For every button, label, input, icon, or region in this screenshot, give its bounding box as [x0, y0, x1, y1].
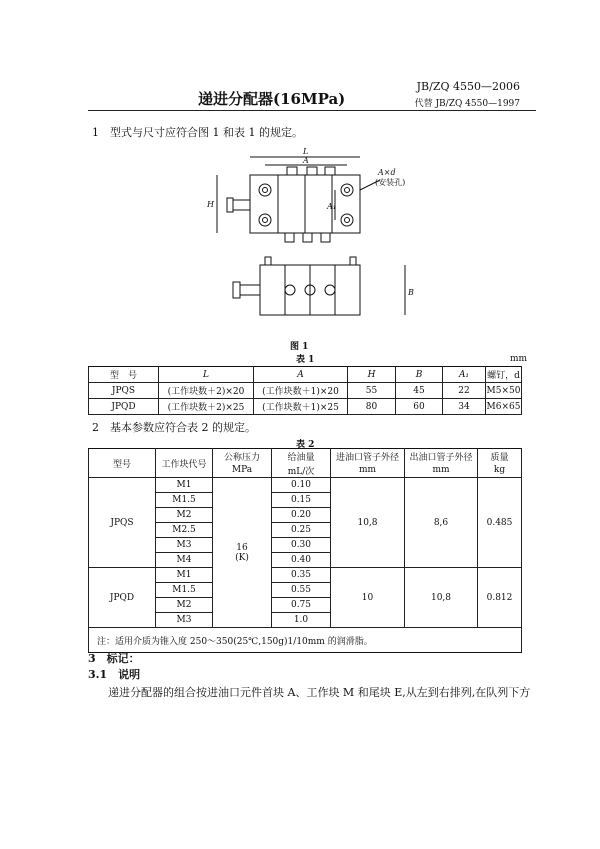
section-3-1: 3.1 说明 — [88, 668, 141, 681]
cell: M1.5 — [156, 493, 213, 508]
label-A1: A₁ — [327, 202, 336, 211]
cell: 0.20 — [272, 508, 331, 523]
unit-cell: kg — [478, 463, 522, 478]
table-row — [89, 478, 522, 493]
page-title: 递进分配器(16MPa) — [198, 90, 346, 108]
table-header-row — [89, 367, 522, 383]
cell: JPQD — [89, 399, 159, 415]
pressure-cell — [213, 478, 272, 628]
section-1: 1 型式与尺寸应符合图 1 和表 1 的规定。 — [92, 126, 303, 139]
cell: M1 — [156, 568, 213, 583]
cell: 0.15 — [272, 493, 331, 508]
cell: M2 — [156, 598, 213, 613]
unit-cell: mm — [331, 463, 405, 478]
cell: M3 — [156, 613, 213, 628]
cell: M6×65 — [486, 399, 522, 415]
header-cell: 工作块代号 — [156, 449, 213, 478]
cell: (工作块数＋2)×20 — [159, 383, 254, 399]
table-note: 注：适用介质为锥入度 250～350(25℃,150g)1/10mm 的润滑脂。 — [89, 628, 522, 653]
cell: M2 — [156, 508, 213, 523]
header-cell: 型号 — [89, 449, 156, 478]
header-cell: 给油量 — [272, 449, 331, 464]
table-row — [89, 399, 522, 415]
unit-cell: mm — [405, 463, 478, 478]
label-L: L — [303, 147, 309, 156]
cell: 55 — [348, 383, 396, 399]
cell: 8,6 — [405, 478, 478, 568]
header-cell: 出油口管子外径 — [405, 449, 478, 464]
cell: 1.0 — [272, 613, 331, 628]
standard-number: JB/ZQ 4550—2006 — [416, 80, 520, 93]
table2-caption: 表 2 — [296, 440, 315, 450]
header-cell: L — [159, 367, 254, 383]
cell: 10,8 — [405, 568, 478, 628]
table-row — [89, 383, 522, 399]
header-cell: 型 号 — [89, 367, 159, 383]
cell: (工作块数＋2)×25 — [159, 399, 254, 415]
table-2 — [88, 448, 522, 653]
header-cell: 螺钉，d — [486, 367, 522, 383]
cell: M1 — [156, 478, 213, 493]
header-cell: H — [348, 367, 396, 383]
label-B: B — [408, 288, 414, 297]
cell: 10,8 — [331, 478, 405, 568]
label-hole-note: (安装孔) — [375, 178, 406, 187]
unit-cell: mL/次 — [272, 463, 331, 478]
cell: M4 — [156, 553, 213, 568]
figure-1-drawing — [195, 145, 435, 335]
cell: (工作块数＋1)×25 — [254, 399, 348, 415]
paragraph: 递进分配器的组合按进油口元件首块 A、工作块 M 和尾块 E,从左到右排列,在队列下方 — [108, 686, 531, 699]
label-hole: A×d — [378, 168, 396, 177]
cell: 60 — [396, 399, 443, 415]
cell: 0.75 — [272, 598, 331, 613]
figure-caption: 图 1 — [290, 342, 309, 352]
header-cell: 进油口管子外径 — [331, 449, 405, 464]
header-cell: A — [254, 367, 348, 383]
replaces-standard: 代替 JB/ZQ 4550—1997 — [414, 99, 520, 109]
table-row — [89, 568, 522, 583]
cell: 45 — [396, 383, 443, 399]
cell: JPQS — [89, 383, 159, 399]
cell: 0.10 — [272, 478, 331, 493]
cell: 0.812 — [478, 568, 522, 628]
front-view — [233, 257, 405, 315]
section-3: 3 标记： — [88, 652, 140, 665]
header-cell: A₁ — [443, 367, 486, 383]
label-A: A — [303, 156, 309, 165]
unit-cell: MPa — [213, 463, 272, 478]
cell: 0.30 — [272, 538, 331, 553]
table-1 — [88, 366, 522, 415]
model-cell: JPQD — [89, 568, 156, 628]
cell: 80 — [348, 399, 396, 415]
model-cell: JPQS — [89, 478, 156, 568]
cell: 0.485 — [478, 478, 522, 568]
cell: (工作块数＋1)×20 — [254, 383, 348, 399]
section-2: 2 基本参数应符合表 2 的规定。 — [92, 421, 256, 434]
header-cell: B — [396, 367, 443, 383]
table1-caption: 表 1 — [296, 355, 315, 365]
table-note-row — [89, 628, 522, 653]
header-cell: 质量 — [478, 449, 522, 464]
cell: 0.35 — [272, 568, 331, 583]
table1-unit: mm — [510, 354, 528, 364]
pressure-class: (K) — [235, 552, 249, 563]
cell: M1.5 — [156, 583, 213, 598]
cell: M2.5 — [156, 523, 213, 538]
label-H: H — [207, 200, 214, 209]
pressure-value: 16 — [236, 542, 248, 553]
cell: 34 — [443, 399, 486, 415]
header-cell: 公称压力 — [213, 449, 272, 464]
top-view — [217, 157, 380, 242]
cell: 10 — [331, 568, 405, 628]
cell: 0.40 — [272, 553, 331, 568]
cell: M5×50 — [486, 383, 522, 399]
cell: 0.25 — [272, 523, 331, 538]
table-header-row — [89, 449, 522, 464]
cell: M3 — [156, 538, 213, 553]
header-rule — [88, 110, 536, 111]
cell: 22 — [443, 383, 486, 399]
cell: 0.55 — [272, 583, 331, 598]
